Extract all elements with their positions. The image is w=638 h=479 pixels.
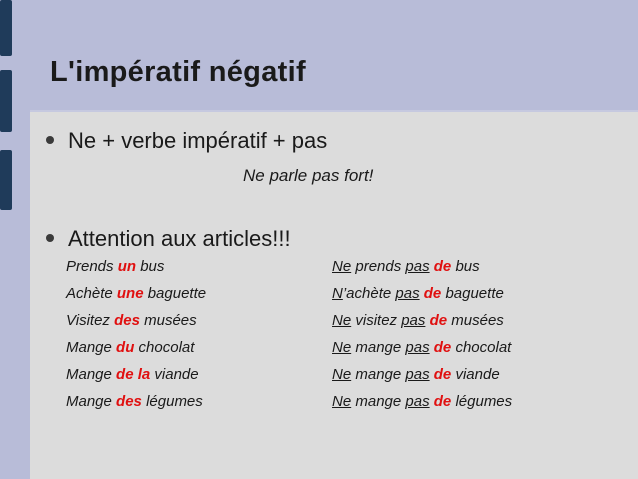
noun-text: légumes — [455, 393, 513, 410]
verb-text: prends — [355, 258, 402, 275]
decorative-bar — [0, 70, 12, 132]
noun-text: baguette — [445, 285, 504, 302]
article-highlight: de la — [116, 366, 151, 383]
verb-text: mange — [355, 339, 402, 356]
pas-particle: pas — [401, 312, 426, 329]
verb-text: Prends — [66, 258, 114, 275]
verb-text: mange — [355, 366, 402, 383]
noun-text: baguette — [147, 285, 207, 302]
pas-particle: pas — [405, 393, 430, 410]
pas-particle: pas — [405, 339, 430, 356]
ne-particle: Ne — [332, 366, 352, 383]
noun-text: viande — [154, 366, 199, 383]
ne-particle: Ne — [332, 258, 352, 275]
pas-particle: pas — [405, 366, 430, 383]
article-highlight: des — [114, 312, 140, 329]
slide-title: L'impératif négatif — [50, 56, 306, 88]
affirmative-example — [66, 285, 206, 302]
decorative-bar — [0, 150, 12, 210]
ne-particle: N — [332, 285, 343, 302]
de-highlight: de — [433, 366, 452, 383]
decorative-bar — [0, 0, 12, 56]
bullet-dot-icon — [46, 234, 54, 242]
affirmative-example — [66, 312, 197, 329]
noun-text: bus — [140, 258, 165, 275]
ne-particle: Ne — [332, 312, 352, 329]
de-highlight: de — [429, 312, 448, 329]
affirmative-example — [66, 393, 203, 410]
noun-text: légumes — [146, 393, 203, 410]
de-highlight: de — [423, 285, 442, 302]
example-sentence: Ne parle pas fort! — [243, 166, 374, 185]
verb-text: Mange — [66, 393, 112, 410]
article-highlight: une — [116, 285, 144, 302]
noun-text: musées — [144, 312, 197, 329]
de-highlight: de — [433, 393, 452, 410]
negative-example — [332, 312, 504, 329]
de-highlight: de — [433, 339, 452, 356]
noun-text: chocolat — [455, 339, 512, 356]
ne-particle: Ne — [332, 393, 352, 410]
noun-text: viande — [455, 366, 500, 383]
verb-text: visitez — [355, 312, 398, 329]
verb-text: Mange — [66, 339, 112, 356]
negative-example — [332, 285, 504, 302]
bullet-text: Ne + verbe impératif + pas — [68, 128, 328, 153]
verb-text: Mange — [66, 366, 112, 383]
affirmative-example — [66, 258, 164, 275]
article-highlight: des — [116, 393, 142, 410]
pas-particle: pas — [405, 258, 430, 275]
article-highlight: du — [116, 339, 135, 356]
negative-example — [332, 393, 512, 410]
ne-particle: Ne — [332, 339, 352, 356]
negative-example — [332, 366, 500, 383]
noun-text: chocolat — [138, 339, 195, 356]
bullet-item — [46, 226, 291, 252]
article-highlight: un — [117, 258, 137, 275]
negative-example — [332, 339, 511, 356]
negative-example — [332, 258, 480, 275]
verb-text: Achète — [66, 285, 113, 302]
affirmative-example — [66, 339, 194, 356]
bullet-dot-icon — [46, 136, 54, 144]
pas-particle: pas — [395, 285, 420, 302]
noun-text: musées — [451, 312, 504, 329]
noun-text: bus — [455, 258, 480, 275]
verb-text: mange — [355, 393, 402, 410]
bullet-item — [46, 128, 327, 154]
bullet-text: Attention aux articles!!! — [68, 226, 291, 251]
verb-text: Visitez — [66, 312, 110, 329]
affirmative-example — [66, 366, 199, 383]
verb-text: ’achète — [342, 285, 392, 302]
de-highlight: de — [433, 258, 452, 275]
